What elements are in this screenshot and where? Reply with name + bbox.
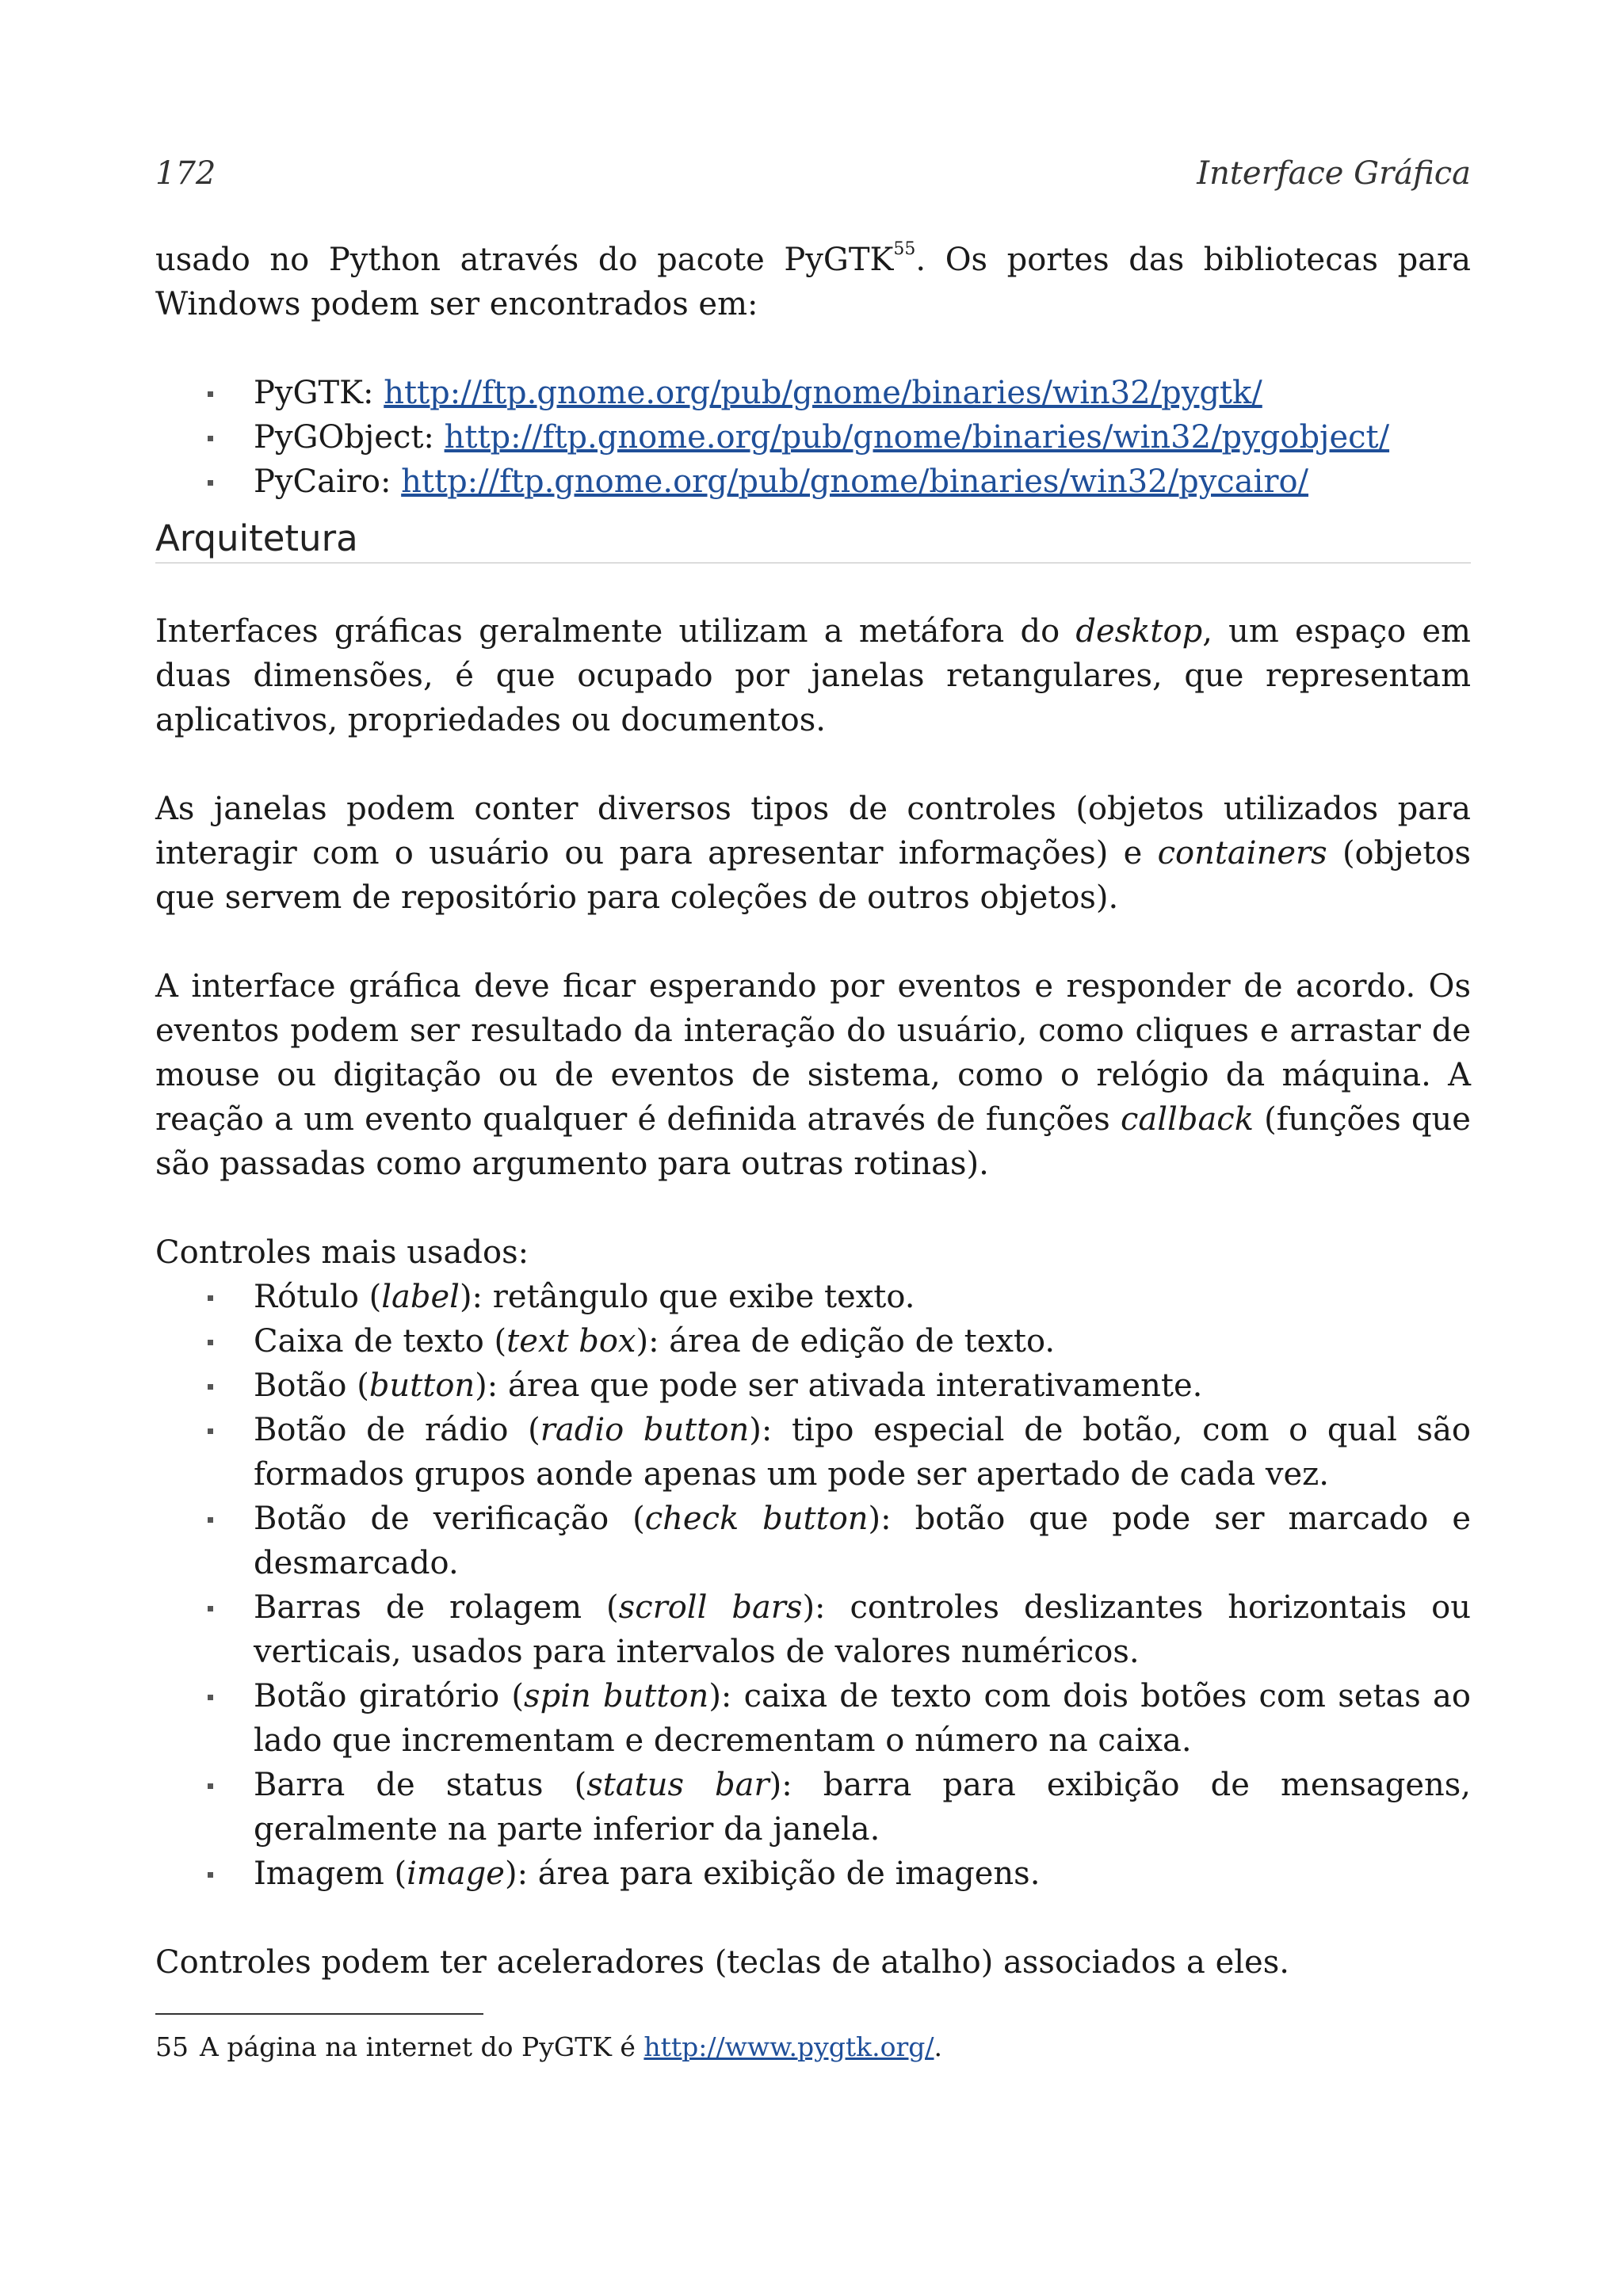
pygtk-link[interactable]: http://ftp.gnome.org/pub/gnome/binaries/win32/pygtk/: [384, 375, 1262, 411]
spacer: [155, 920, 1471, 964]
list-item: Imagem (image): área para exibição de imagens.: [155, 1852, 1471, 1896]
spacer: [155, 1896, 1471, 1940]
footnote-reference[interactable]: 55: [893, 239, 916, 259]
list-item: Botão (button): área que pode ser ativada interativamente.: [155, 1363, 1471, 1408]
footnote-number: 55: [155, 2031, 189, 2062]
spacer: [155, 1186, 1471, 1230]
controls-list: [155, 1275, 1471, 1896]
list-item-pygobject: PyGObject: http://ftp.gnome.org/pub/gnome/binaries/win32/pygobject/: [155, 415, 1471, 460]
bullet-icon: [208, 1384, 213, 1390]
page-number: 172: [155, 155, 216, 192]
intro-paragraph: usado no Python através do pacote PyGTK$^{55}$. Os portes das bibliotecas para Windows podem ser encontrados em:: [155, 239, 1471, 322]
list-item: Botão giratório (spin button): caixa de texto com dois botões com setas ao lado que incrementam e decrementam o número na caixa.: [155, 1674, 1471, 1763]
page-body: [155, 238, 1471, 1985]
list-item: Botão de rádio (radio button): tipo especial de botão, com o qual são formados grupos aonde apenas um pode ser apertado de cada vez.: [155, 1408, 1471, 1497]
list-item: Botão de verificação (check button): botão que pode ser marcado e desmarcado.: [155, 1497, 1471, 1585]
pygobject-link[interactable]: http://ftp.gnome.org/pub/gnome/binaries/win32/pygobject/: [444, 419, 1390, 456]
bullet-icon: [208, 1428, 213, 1434]
bullet-icon: [208, 1872, 213, 1878]
bullet-icon: [208, 1783, 213, 1789]
pycairo-link[interactable]: http://ftp.gnome.org/pub/gnome/binaries/win32/pycairo/: [401, 463, 1309, 500]
paragraph-desktop: Interfaces gráficas geralmente utilizam a metáfora do desktop, um espaço em duas dimensões, é que ocupado por janelas retangulares, que representam aplicativos, propriedades ou documentos.: [155, 613, 1471, 738]
bullet-icon: [208, 480, 213, 486]
download-links-list: [155, 371, 1471, 504]
page-header: [155, 155, 1471, 203]
list-item-pycairo: PyCairo: http://ftp.gnome.org/pub/gnome/binaries/win32/pycairo/: [155, 460, 1471, 504]
list-item: Rótulo (label): retângulo que exibe texto.: [155, 1275, 1471, 1319]
footnote-divider: [155, 2013, 483, 2015]
section-heading: Arquitetura: [155, 504, 1471, 563]
list-item: Barras de rolagem (scroll bars): controles deslizantes horizontais ou verticais, usados para intervalos de valores numéricos.: [155, 1585, 1471, 1674]
bullet-icon: [208, 1340, 213, 1345]
bullet-icon: [208, 1695, 213, 1700]
pygtk-homepage-link[interactable]: http://www.pygtk.org/: [643, 2031, 934, 2062]
controls-intro: Controles mais usados:: [155, 1234, 529, 1271]
bullet-icon: [208, 1517, 213, 1523]
running-title: Interface Gráfica: [1197, 155, 1471, 192]
list-item: Barra de status (status bar): barra para exibição de mensagens, geralmente na parte inferior da janela.: [155, 1763, 1471, 1852]
list-item-pygtk: PyGTK: http://ftp.gnome.org/pub/gnome/binaries/win32/pygtk/: [155, 371, 1471, 415]
list-item: Caixa de texto (text box): área de edição de texto.: [155, 1319, 1471, 1363]
paragraph-windows: As janelas podem conter diversos tipos de controles (objetos utilizados para interagir com o usuário ou para apresentar informações) e containers (objetos que servem de repositório para coleções de outros objetos).: [155, 791, 1471, 916]
bullet-icon: [208, 1295, 213, 1301]
bullet-icon: [208, 436, 213, 441]
spacer: [155, 326, 1471, 371]
paragraph-events: A interface gráfica deve ficar esperando por eventos e responder de acordo. Os eventos podem ser resultado da interação do usuário, como cliques e arrastar de mouse ou digitação ou de eventos de sistema, como o relógio da máquina. A reação a um evento qualquer é definida através de funções callback (funções que são passadas como argumento para outras rotinas).: [155, 968, 1471, 1182]
spacer: [155, 742, 1471, 787]
footnote: 55 A página na internet do PyGTK é http://www.pygtk.org/.: [155, 2031, 942, 2062]
accelerators-paragraph: Controles podem ter aceleradores (teclas de atalho) associados a eles.: [155, 1944, 1289, 1981]
bullet-icon: [208, 391, 213, 397]
bullet-icon: [208, 1606, 213, 1611]
